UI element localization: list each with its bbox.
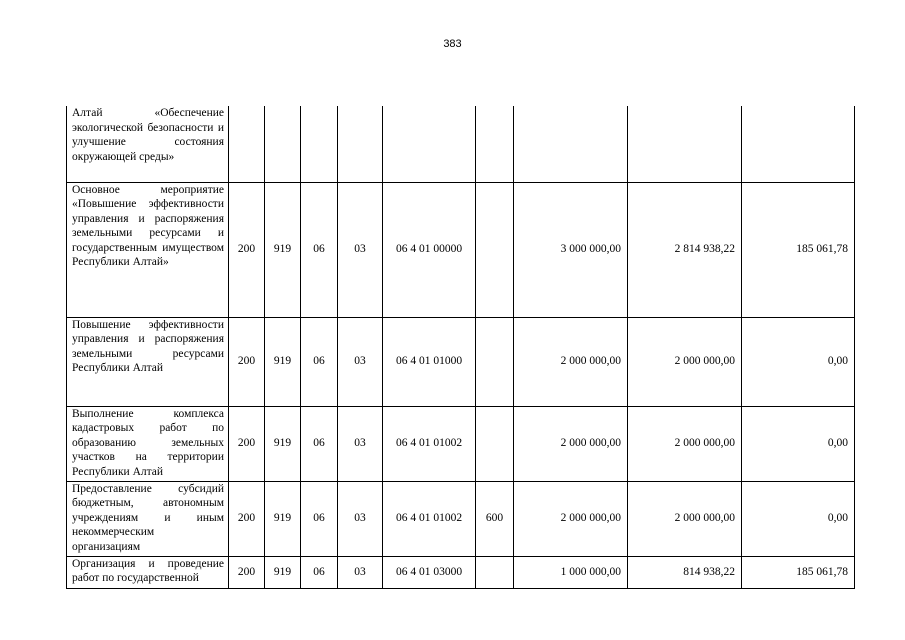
- subsection-cell: 03: [338, 317, 383, 406]
- remainder-amount-cell: 0,00: [742, 481, 855, 556]
- planned-amount-cell: 1 000 000,00: [514, 556, 628, 588]
- section-cell: [301, 106, 338, 182]
- expense-type-cell: 600: [476, 481, 514, 556]
- gov-code-cell: 919: [265, 481, 301, 556]
- planned-amount-cell: 3 000 000,00: [514, 182, 628, 317]
- executed-amount-cell: 2 000 000,00: [628, 317, 742, 406]
- executed-amount-cell: 2 814 938,22: [628, 182, 742, 317]
- table-row: [67, 182, 855, 317]
- target-article-cell: 06 4 01 03000: [383, 556, 476, 588]
- section-cell: 06: [301, 481, 338, 556]
- table-row: [67, 556, 855, 588]
- table-row: [67, 406, 855, 481]
- expense-type-cell: [476, 106, 514, 182]
- subsection-cell: [338, 106, 383, 182]
- admin-code-cell: 200: [229, 317, 265, 406]
- target-article-cell: 06 4 01 01000: [383, 317, 476, 406]
- table-row: [67, 481, 855, 556]
- row-description: Алтай «Обеспечение экологической безопасности и улучшение состояния окружающей среды»: [67, 106, 229, 182]
- target-article-cell: 06 4 01 01002: [383, 406, 476, 481]
- section-cell: 06: [301, 406, 338, 481]
- admin-code-cell: 200: [229, 481, 265, 556]
- expense-type-cell: [476, 406, 514, 481]
- row-description: Повышение эффективности управления и распоряжения земельными ресурсами Республики Алтай: [67, 317, 229, 406]
- page-number: 383: [443, 38, 462, 50]
- expense-type-cell: [476, 317, 514, 406]
- gov-code-cell: [265, 106, 301, 182]
- target-article-cell: 06 4 01 00000: [383, 182, 476, 317]
- executed-amount-cell: 2 000 000,00: [628, 481, 742, 556]
- gov-code-cell: 919: [265, 406, 301, 481]
- expense-type-cell: [476, 182, 514, 317]
- gov-code-cell: 919: [265, 556, 301, 588]
- planned-amount-cell: 2 000 000,00: [514, 406, 628, 481]
- executed-amount-cell: [628, 106, 742, 182]
- section-cell: 06: [301, 317, 338, 406]
- expense-type-cell: [476, 556, 514, 588]
- subsection-cell: 03: [338, 556, 383, 588]
- subsection-cell: 03: [338, 182, 383, 317]
- admin-code-cell: 200: [229, 182, 265, 317]
- gov-code-cell: 919: [265, 317, 301, 406]
- subsection-cell: 03: [338, 406, 383, 481]
- section-cell: 06: [301, 556, 338, 588]
- budget-table: [66, 106, 855, 589]
- subsection-cell: 03: [338, 481, 383, 556]
- executed-amount-cell: 814 938,22: [628, 556, 742, 588]
- remainder-amount-cell: 185 061,78: [742, 182, 855, 317]
- row-description: Организация и проведение работ по государственной: [67, 556, 229, 588]
- remainder-amount-cell: 0,00: [742, 317, 855, 406]
- planned-amount-cell: 2 000 000,00: [514, 317, 628, 406]
- admin-code-cell: 200: [229, 556, 265, 588]
- remainder-amount-cell: 185 061,78: [742, 556, 855, 588]
- planned-amount-cell: [514, 106, 628, 182]
- row-description: Предоставление субсидий бюджетным, автономным учреждениям и иным некоммерческим организациям: [67, 481, 229, 556]
- row-description: Основное мероприятие «Повышение эффективности управления и распоряжения земельными ресурсами и государственным имуществом Республики Алтай»: [67, 182, 229, 317]
- remainder-amount-cell: 0,00: [742, 406, 855, 481]
- table-row: [67, 106, 855, 182]
- admin-code-cell: [229, 106, 265, 182]
- table-row: [67, 317, 855, 406]
- row-description: Выполнение комплекса кадастровых работ по образованию земельных участков на территории Республики Алтай: [67, 406, 229, 481]
- executed-amount-cell: 2 000 000,00: [628, 406, 742, 481]
- target-article-cell: 06 4 01 01002: [383, 481, 476, 556]
- section-cell: 06: [301, 182, 338, 317]
- gov-code-cell: 919: [265, 182, 301, 317]
- target-article-cell: [383, 106, 476, 182]
- planned-amount-cell: 2 000 000,00: [514, 481, 628, 556]
- admin-code-cell: 200: [229, 406, 265, 481]
- remainder-amount-cell: [742, 106, 855, 182]
